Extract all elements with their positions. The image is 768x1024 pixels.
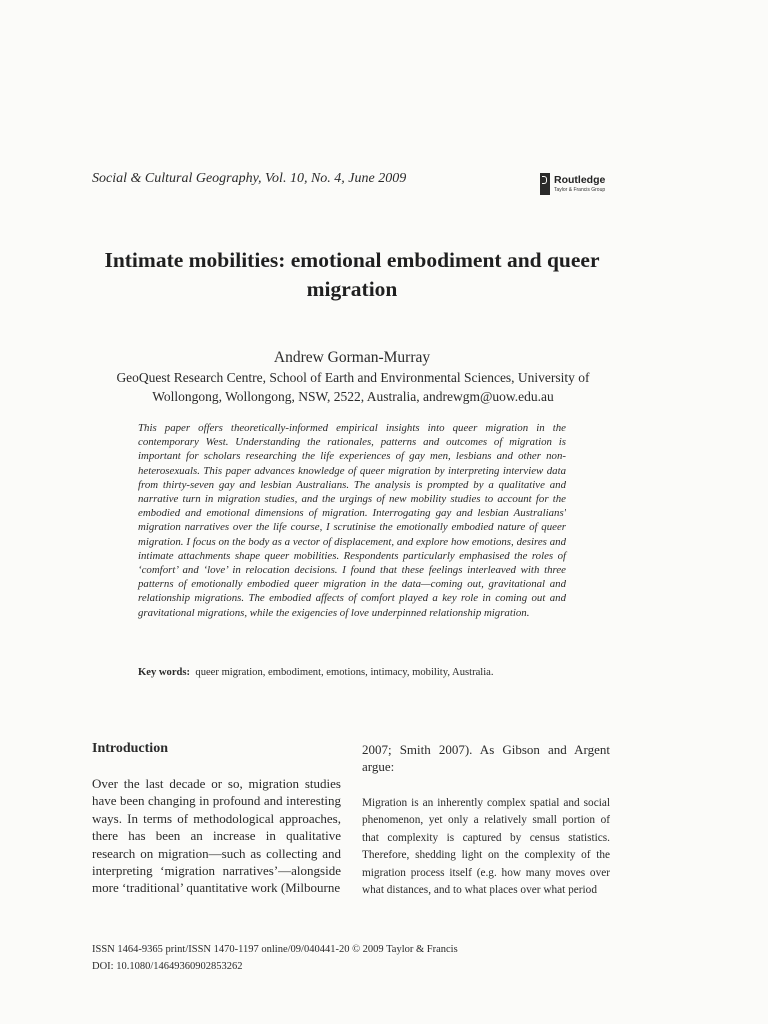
body-text-right-column: 2007; Smith 2007). As Gibson and Argent argue: — [362, 742, 610, 775]
block-quote: Migration is an inherently complex spatial and social phenomenon, yet only a relatively small portion of that complexity is captured by census statistics. Therefore, shedding light on the complexity of the migration process itself (e.g. how many moves over what distances, and to what places over what period — [362, 797, 610, 897]
keywords-value: queer migration, embodiment, emotions, intimacy, mobility, Australia. — [195, 667, 494, 678]
keywords — [138, 667, 568, 678]
publisher-name: Routledge — [554, 174, 606, 186]
journal-citation: Social & Cultural Geography, Vol. 10, No. 4, June 2009 — [92, 171, 407, 186]
body-text-left-column: Over the last decade or so, migration studies have been changing in profound and interesting ways. In terms of methodological approaches, there has been an increase in qualitative research on migration—such as collecting and interpreting ‘migration narratives’—alongside more ‘traditional’ quantitative work (Milbourne — [92, 776, 341, 896]
article-title: Intimate mobilities: emotional embodiment and queer migration — [104, 248, 600, 301]
publisher-logo — [540, 173, 620, 199]
doi-line: DOI: 10.1080/14649360902853262 — [92, 961, 243, 972]
keywords-label: Key words: — [138, 667, 191, 678]
section-heading: Introduction — [92, 741, 168, 756]
routledge-logo-icon — [540, 173, 550, 195]
author-name: Andrew Gorman-Murray — [273, 349, 431, 366]
abstract: This paper offers theoretically-informed empirical insights into queer migration in the contemporary West. Understanding the rationales, patterns and outcomes of migration is important for scholars researching the life experiences of gay men, lesbians and other non-heterosexuals. This paper advances knowledge of queer migration by interpreting interview data from thirty-seven gay and lesbian Australians. The analysis is prompted by a qualitative and narrative turn in migration studies, and the urgings of new mobility studies to account for the embodied and emotional dimensions of migration. Interrogating gay and lesbian Australians' migration narratives over the life course, I scrutinise the emotionally embodied nature of queer migration. I focus on the body as a vector of displacement, and explore how emotions, desires and intimate attachments shape queer mobilities. Respondents particularly emphasised the roles of ‘comfort’ and ‘love’ in relocation decisions. I found that these feelings interleaved with three patterns of emotionally embodied queer migration in the data—coming out, gravitational and relationship migrations. The embodied affects of comfort played a key role in coming out and gravitational migrations, while the exigencies of love underpinned relationship migration. — [138, 422, 566, 619]
author-affiliation: GeoQuest Research Centre, School of Earth and Environmental Sciences, University of Wollongong, Wollongong, NSW, 2522, Australia, andrewgm@uow.edu.au — [116, 370, 590, 404]
issn-line: ISSN 1464-9365 print/ISSN 1470-1197 online/09/040441-20 © 2009 Taylor & Francis — [92, 944, 458, 955]
footer — [92, 941, 458, 975]
publisher-group: Taylor & Francis Group — [554, 187, 606, 193]
